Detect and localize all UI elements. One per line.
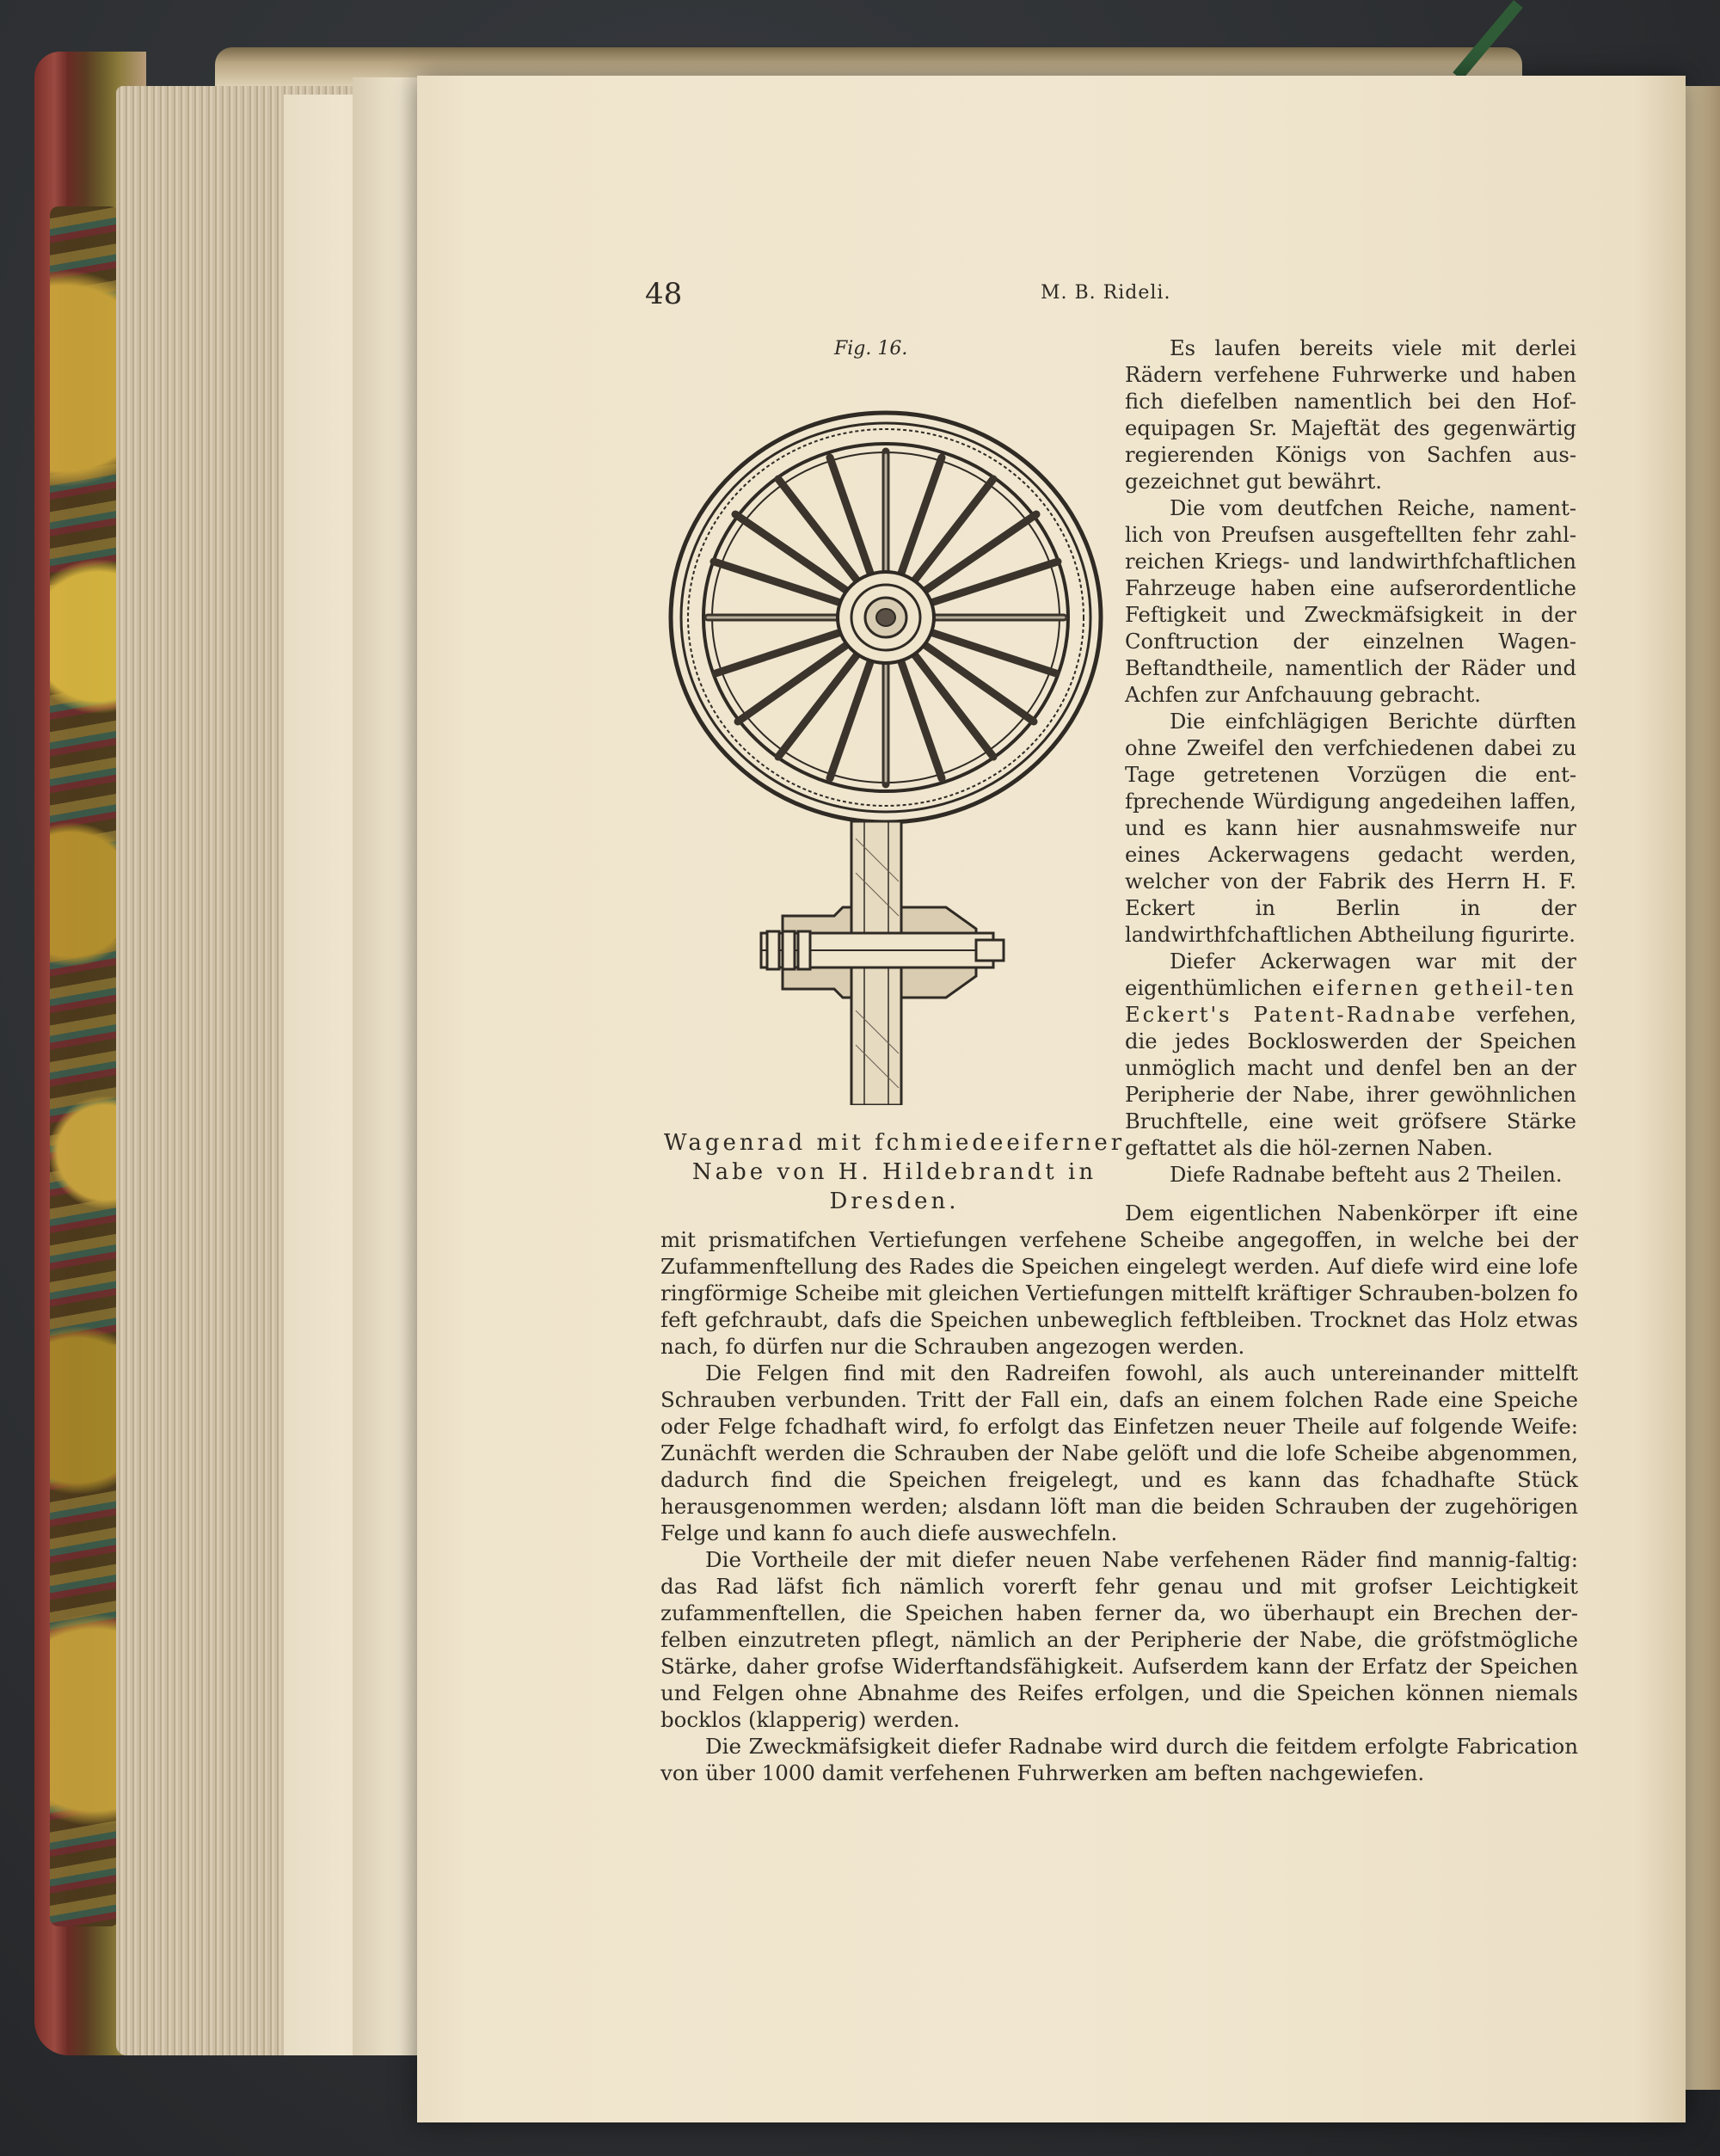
paragraph-3: Die einfchlägigen Berichte dürften ohne Zweifel den verfchiedenen dabei zu Tage getretenen Vorzügen die ent-fprechende Würdigung angedeihen laffen, und es kann hier ausnahmsweife nur eines Ackerwagens gedacht werden, welcher von der Fabrik des Herrn H. F. Eckert in Berlin in der landwirthfchaftlichen Abtheilung figurirte. (1125, 709, 1576, 947)
caption-line-2: Nabe von H. Hildebrandt in (691, 1159, 1097, 1185)
running-head: M. B. Rideli. (1041, 282, 1171, 304)
right-column-text (1125, 335, 1576, 1189)
paragraph-1: Es laufen bereits viele mit derlei Rädern verfehene Fuhrwerke und haben fich diefelben namentlich bei den Hof-equipagen Sr. Majeftät des gegenwärtig regierenden Königs von Sachfen aus-gezeichnet gut bewährt. (1125, 336, 1576, 494)
caption-line-1: Wagenrad mit fchmiedeeiferner (663, 1130, 1126, 1156)
page-header (645, 277, 1720, 311)
page-number: 48 (645, 277, 683, 311)
paragraph-5-continued: Dem eigentlichen Nabenkörper ift eine mit prismatifchen Vertiefungen verfehene Scheibe angegoffen, in welche bei der Zufammenftellung des Rades die Speichen eingelegt werden. Auf diefe wird eine lofe ringförmige Scheibe mit gleichen Vertiefungen mittelft kräftiger Schrauben-bolzen fo feft gefchraubt, dafs die Speichen unbeweglich feftbleiben. Trocknet das Holz etwas nach, fo dürfen nur die Schrauben angezogen werden. (660, 1201, 1578, 1359)
paragraph-4-start: Diefer Ackerwagen war mit der eigenthümlichen (1125, 949, 1576, 1000)
wheel-illustration (658, 400, 1114, 834)
paragraph-4-emphasis: eifernen getheil-ten Eckert's Patent-Radnabe (1125, 976, 1576, 1027)
paragraph-7: Die Vortheile der mit diefer neuen Nabe verfehenen Räder find mannig-faltig: das Rad läfst fich nämlich vorerft fehr genau und mit grofser Leichtigkeit zufammenftellen, die Speichen haben ferner da, wo überhaupt ein Brechen der-felben einzutreten pflegt, nämlich an der Peripherie der Nabe, die gröfstmögliche Stärke, daher grofse Widerftandsfähigkeit. Aufserdem kann der Erfatz der Speichen und Felgen ohne Abnahme des Reifes erfolgen, und die Speichen können niemals bocklos (klapperig) werden. (660, 1547, 1578, 1732)
figure-label: Fig. 16. (834, 338, 908, 359)
paragraph-4-end: verfehen, die jedes Bockloswerden der Speichen unmöglich macht und denfel ben an der Peripherie der Nabe, ihrer gewöhnlichen Bruchftelle, eine weit gröfsere Stärke geftattet als die höl-zernen Naben. (1125, 1003, 1576, 1160)
paragraph-8: Die Zweckmäfsigkeit diefer Radnabe wird durch die feitdem erfolgte Fabrication von über 1000 damit verfehenen Fuhrwerken am beften nachgewiefen. (660, 1734, 1578, 1785)
hub-section-illustration (748, 821, 1023, 1105)
paragraph-4 (1125, 949, 1576, 1162)
caption-line-3: Dresden. (829, 1189, 960, 1214)
paragraph-2: Die vom deutfchen Reiche, nament-lich von Preufsen ausgeftellten fehr zahl-reichen Kriegs- und landwirthfchaftlichen Fahrzeuge haben eine aufserordentliche Feftigkeit und Zweckmäfsigkeit in der Conftruction der einzelnen Wagen-Beftandtheile, namentlich der Räder und Achfen zur Anfchauung gebracht. (1125, 496, 1576, 707)
marbled-edge (50, 206, 119, 1926)
paragraph-5-start: Diefe Radnabe befteht aus 2 Theilen. (1170, 1163, 1563, 1187)
paragraph-6: Die Felgen find mit den Radreifen fowohl, als auch untereinander mittelft Schrauben verbunden. Tritt der Fall ein, dafs an einem folchen Rade eine Speiche oder Felge fchadhaft wird, fo erfolgt das Einfetzen neuer Theile auf folgende Weife: Zunächft werden die Schrauben der Nabe gelöft und die lofe Scheibe abgenommen, dadurch find die Speichen freigelegt, und es kann das fchadhafte Stück herausgenommen werden; alsdann löft man die beiden Schrauben der zugehörigen Felge und kann fo auch diefe auswechfeln. (660, 1361, 1578, 1545)
full-width-text (660, 1200, 1578, 1786)
